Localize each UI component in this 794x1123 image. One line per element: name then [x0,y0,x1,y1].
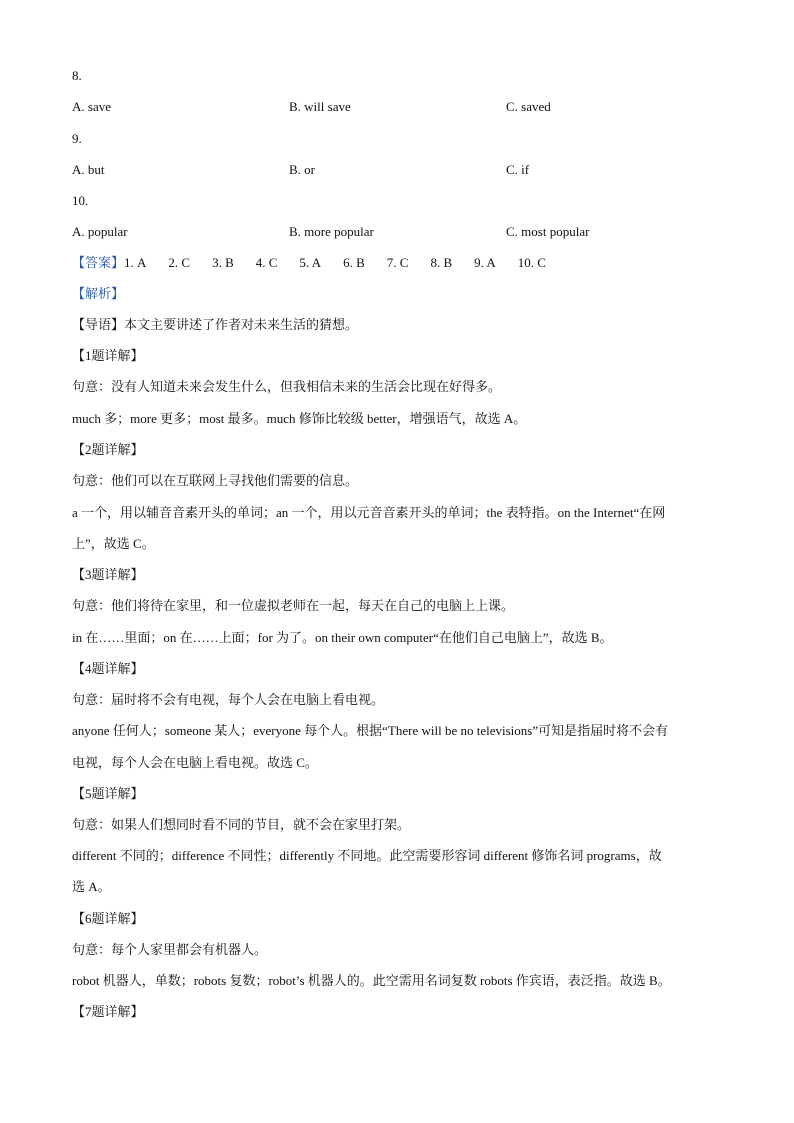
answer-item: 5. A [299,255,322,270]
detail-line: much 多；more 更多；most 最多。much 修饰比较级 better，增强语气，故选 A。 [72,411,527,426]
detail-line: a 一个，用以辅音音素开头的单词；an 一个，用以元音音素开头的单词；the 表特指。on the Internet“在网 [72,505,666,520]
option-a: A. save [72,99,111,114]
option-b: B. or [289,162,315,177]
detail-title: 【6题详解】 [72,911,144,926]
guide-text: 【导语】本文主要讲述了作者对未来生活的猜想。 [72,317,359,332]
answer-tag: 【答案】 [72,255,125,270]
answer-item: 10. C [517,255,546,270]
answer-item: 8. B [430,255,453,270]
option-a: A. popular [72,224,128,239]
option-a: A. but [72,162,105,177]
analysis-tag: 【解析】 [72,286,125,301]
answer-item: 7. C [386,255,409,270]
question-number-8: 8. [72,68,82,83]
detail-line: 句意：如果人们想同时看不同的节目，就不会在家里打架。 [72,817,411,832]
answer-item: 9. A [474,255,496,270]
detail-line: in 在……里面；on 在……上面；for 为了。on their own computer“在他们自己电脑上”，故选 B。 [72,630,613,645]
answer-item: 6. B [343,255,365,270]
detail-line: 句意：每个人家里都会有机器人。 [72,942,268,957]
answer-item: 4. C [255,255,278,270]
answer-key [72,254,568,272]
detail-line: different 不同的；difference 不同性；differently 不同地。此空需要形容词 different 修饰名词 programs，故 [72,848,662,863]
question-number-9: 9. [72,131,82,146]
detail-title: 【4题详解】 [72,661,144,676]
option-c: C. most popular [506,224,590,239]
detail-title: 【3题详解】 [72,567,144,582]
detail-title: 【7题详解】 [72,1004,144,1019]
option-c: C. if [506,162,530,177]
detail-line: 句意：没有人知道未来会发生什么，但我相信未来的生活会比现在好得多。 [72,379,502,394]
detail-line: robot 机器人，单数；robots 复数；robot’s 机器人的。此空需用名词复数 robots 作宾语，表泛指。故选 B。 [72,973,671,988]
detail-line: 句意：届时将不会有电视，每个人会在电脑上看电视。 [72,692,385,707]
detail-title: 【5题详解】 [72,786,144,801]
answer-item: 1. A [124,255,147,270]
detail-title: 【2题详解】 [72,442,144,457]
detail-title: 【1题详解】 [72,348,144,363]
detail-line: 上”，故选 C。 [72,536,155,551]
detail-line: 句意：他们可以在互联网上寻找他们需要的信息。 [72,473,359,488]
detail-line: 电视，每个人会在电脑上看电视。故选 C。 [72,755,318,770]
option-b: B. will save [289,99,351,114]
option-c: C. saved [506,99,551,114]
answer-item: 2. C [168,255,191,270]
detail-line: 句意：他们将待在家里，和一位虚拟老师在一起，每天在自己的电脑上上课。 [72,598,515,613]
answer-item: 3. B [212,255,234,270]
question-number-10: 10. [72,193,89,208]
detail-line: 选 A。 [72,879,111,894]
detail-line: anyone 任何人；someone 某人；everyone 每个人。根据“There will be no televisions”可知是指届时将不会有 [72,723,669,738]
option-b: B. more popular [289,224,374,239]
